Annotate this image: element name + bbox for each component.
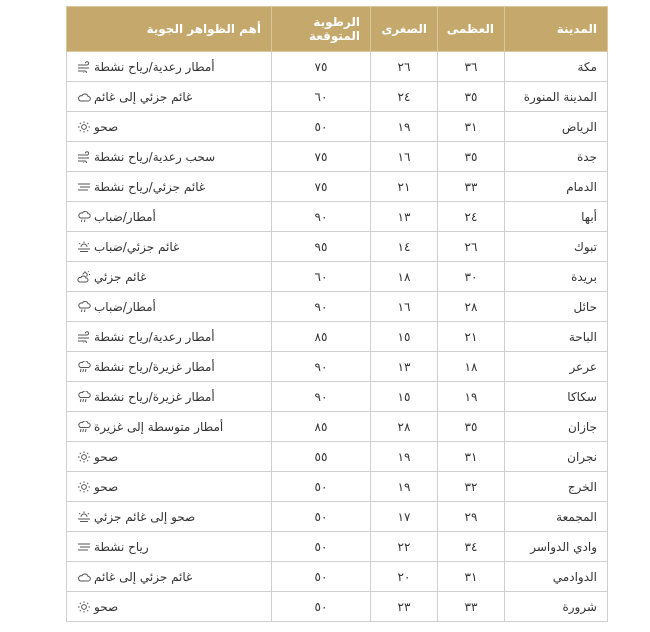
city-cell: الباحة [505, 322, 608, 352]
table-row [67, 202, 608, 232]
weather-cell [67, 382, 272, 412]
city-cell: حائل [505, 292, 608, 322]
heavy-rain-icon [77, 391, 91, 403]
max-temp-cell: ٢٤ [438, 202, 505, 232]
city-cell: نجران [505, 442, 608, 472]
table-body [67, 52, 608, 622]
wind-icon [77, 151, 91, 163]
humidity-cell: ٦٠ [272, 262, 371, 292]
max-temp-cell: ٢٦ [438, 232, 505, 262]
table-row [67, 142, 608, 172]
max-temp-cell: ٣٤ [438, 532, 505, 562]
sun-icon [77, 121, 91, 133]
min-temp-cell: ١٥ [371, 382, 438, 412]
city-cell: وادي الدواسر [505, 532, 608, 562]
sun-icon [77, 451, 91, 463]
min-temp-cell: ١٩ [371, 472, 438, 502]
min-temp-cell: ١٤ [371, 232, 438, 262]
min-temp-cell: ٢٦ [371, 52, 438, 82]
table-row [67, 442, 608, 472]
city-cell: الدمام [505, 172, 608, 202]
weather-cell [67, 472, 272, 502]
city-cell: شرورة [505, 592, 608, 622]
table-header-row [67, 7, 608, 52]
min-temp-cell: ١٩ [371, 112, 438, 142]
weather-cell [67, 442, 272, 472]
weather-description [77, 330, 215, 344]
weather-text: أمطار رعدية/رياح نشطة [94, 329, 215, 344]
weather-description [77, 390, 215, 404]
humidity-cell: ٥٥ [272, 442, 371, 472]
haze-icon [77, 541, 91, 553]
cloud-icon [77, 571, 91, 583]
weather-description [77, 510, 195, 524]
forecast-table [66, 6, 608, 622]
weather-cell [67, 352, 272, 382]
city-cell: الدوادمي [505, 562, 608, 592]
max-temp-cell: ٢١ [438, 322, 505, 352]
city-cell: الخرج [505, 472, 608, 502]
weather-cell [67, 412, 272, 442]
table-row [67, 562, 608, 592]
city-cell: مكة [505, 52, 608, 82]
min-temp-cell: ٢١ [371, 172, 438, 202]
table-row [67, 352, 608, 382]
weather-description [77, 60, 215, 74]
weather-description [77, 120, 118, 134]
weather-text: أمطار متوسطة إلى غزيرة [94, 419, 224, 434]
table-row [67, 172, 608, 202]
weather-cell [67, 322, 272, 352]
weather-cell [67, 52, 272, 82]
max-temp-cell: ١٩ [438, 382, 505, 412]
table-row [67, 292, 608, 322]
city-cell: سكاكا [505, 382, 608, 412]
forecast-table-container [66, 6, 607, 622]
weather-description [77, 300, 156, 314]
weather-description [77, 210, 156, 224]
humidity-cell: ٩٠ [272, 202, 371, 232]
min-temp-cell: ١٧ [371, 502, 438, 532]
humidity-cell: ٩٠ [272, 352, 371, 382]
weather-description [77, 90, 192, 104]
min-temp-cell: ١٨ [371, 262, 438, 292]
min-temp-cell: ٢٢ [371, 532, 438, 562]
weather-text: غائم جزئي إلى غائم [94, 89, 193, 104]
weather-cell [67, 202, 272, 232]
min-temp-cell: ١٦ [371, 142, 438, 172]
humidity-cell: ٧٥ [272, 142, 371, 172]
city-cell: المجمعة [505, 502, 608, 532]
humidity-cell: ٥٠ [272, 592, 371, 622]
max-temp-cell: ٣٠ [438, 262, 505, 292]
humidity-cell: ٥٠ [272, 562, 371, 592]
weather-description [77, 180, 205, 194]
header-max: العظمى [438, 7, 505, 52]
humidity-cell: ٨٥ [272, 412, 371, 442]
weather-text: صحو [94, 599, 119, 614]
header-min: الصغرى [371, 7, 438, 52]
humidity-cell: ٩٠ [272, 382, 371, 412]
city-cell: تبوك [505, 232, 608, 262]
city-cell: أبها [505, 202, 608, 232]
table-row [67, 592, 608, 622]
weather-cell [67, 82, 272, 112]
sun-cloud-icon [77, 271, 91, 283]
weather-text: أمطار/ضباب [94, 299, 156, 314]
city-cell: المدينة المنورة [505, 82, 608, 112]
sun-icon [77, 601, 91, 613]
table-row [67, 502, 608, 532]
wind-icon [77, 331, 91, 343]
weather-description [77, 420, 223, 434]
weather-text: صحو [94, 479, 119, 494]
humidity-cell: ٧٥ [272, 172, 371, 202]
weather-description [77, 150, 215, 164]
max-temp-cell: ٢٩ [438, 502, 505, 532]
weather-cell [67, 592, 272, 622]
weather-cell [67, 172, 272, 202]
header-phenomena: أهم الظواهر الجوية [67, 7, 272, 52]
weather-cell [67, 112, 272, 142]
table-row [67, 112, 608, 142]
humidity-cell: ٥٠ [272, 472, 371, 502]
min-temp-cell: ٢٠ [371, 562, 438, 592]
weather-cell [67, 262, 272, 292]
weather-description [77, 450, 118, 464]
humidity-cell: ٦٠ [272, 82, 371, 112]
min-temp-cell: ٢٤ [371, 82, 438, 112]
table-row [67, 82, 608, 112]
heavy-rain-icon [77, 361, 91, 373]
max-temp-cell: ١٨ [438, 352, 505, 382]
weather-description [77, 360, 215, 374]
max-temp-cell: ٣٣ [438, 592, 505, 622]
table-row [67, 262, 608, 292]
table-row [67, 472, 608, 502]
weather-text: رياح نشطة [94, 539, 149, 554]
humidity-cell: ٩٥ [272, 232, 371, 262]
weather-cell [67, 562, 272, 592]
weather-description [77, 480, 118, 494]
weather-text: غائم جزئي/ضباب [94, 239, 180, 254]
max-temp-cell: ٢٨ [438, 292, 505, 322]
city-cell: جازان [505, 412, 608, 442]
weather-text: غائم جزئي إلى غائم [94, 569, 193, 584]
table-row [67, 322, 608, 352]
cloud-icon [77, 91, 91, 103]
min-temp-cell: ٢٣ [371, 592, 438, 622]
weather-description [77, 540, 149, 554]
weather-text: أمطار/ضباب [94, 209, 156, 224]
weather-text: أمطار غزيرة/رياح نشطة [94, 359, 215, 374]
weather-description [77, 270, 146, 284]
min-temp-cell: ١٦ [371, 292, 438, 322]
wind-icon [77, 61, 91, 73]
table-row [67, 412, 608, 442]
table-row [67, 232, 608, 262]
max-temp-cell: ٣٦ [438, 52, 505, 82]
max-temp-cell: ٣٢ [438, 472, 505, 502]
max-temp-cell: ٣١ [438, 562, 505, 592]
max-temp-cell: ٣١ [438, 442, 505, 472]
weather-description [77, 600, 118, 614]
city-cell: الرياض [505, 112, 608, 142]
weather-cell [67, 232, 272, 262]
humidity-cell: ٥٠ [272, 532, 371, 562]
max-temp-cell: ٣١ [438, 112, 505, 142]
humidity-cell: ٩٠ [272, 292, 371, 322]
humidity-cell: ٥٠ [272, 502, 371, 532]
rain-cloud-icon [77, 301, 91, 313]
city-cell: بريدة [505, 262, 608, 292]
weather-text: صحو إلى غائم جزئي [94, 509, 196, 524]
weather-description [77, 240, 179, 254]
weather-text: غائم جزئي [94, 269, 147, 284]
min-temp-cell: ١٣ [371, 352, 438, 382]
weather-cell [67, 142, 272, 172]
table-row [67, 382, 608, 412]
haze-icon [77, 181, 91, 193]
table-row [67, 532, 608, 562]
city-cell: عرعر [505, 352, 608, 382]
min-temp-cell: ٢٨ [371, 412, 438, 442]
weather-text: سحب رعدية/رياح نشطة [94, 149, 216, 164]
city-cell: جدة [505, 142, 608, 172]
min-temp-cell: ١٩ [371, 442, 438, 472]
sun-haze-icon [77, 511, 91, 523]
weather-description [77, 570, 192, 584]
max-temp-cell: ٣٥ [438, 142, 505, 172]
humidity-cell: ٨٥ [272, 322, 371, 352]
weather-text: صحو [94, 119, 119, 134]
header-humidity: الرطوبة المتوقعة [272, 7, 371, 52]
sun-haze-icon [77, 241, 91, 253]
min-temp-cell: ١٣ [371, 202, 438, 232]
weather-text: غائم جزئي/رياح نشطة [94, 179, 206, 194]
sun-icon [77, 481, 91, 493]
max-temp-cell: ٣٥ [438, 412, 505, 442]
table-row [67, 52, 608, 82]
rain-cloud-icon [77, 211, 91, 223]
max-temp-cell: ٣٣ [438, 172, 505, 202]
humidity-cell: ٥٠ [272, 112, 371, 142]
weather-text: أمطار غزيرة/رياح نشطة [94, 389, 215, 404]
weather-cell [67, 502, 272, 532]
weather-text: أمطار رعدية/رياح نشطة [94, 59, 215, 74]
header-city: المدينة [505, 7, 608, 52]
min-temp-cell: ١٥ [371, 322, 438, 352]
max-temp-cell: ٣٥ [438, 82, 505, 112]
weather-text: صحو [94, 449, 119, 464]
weather-cell [67, 292, 272, 322]
humidity-cell: ٧٥ [272, 52, 371, 82]
heavy-rain-icon [77, 421, 91, 433]
weather-cell [67, 532, 272, 562]
